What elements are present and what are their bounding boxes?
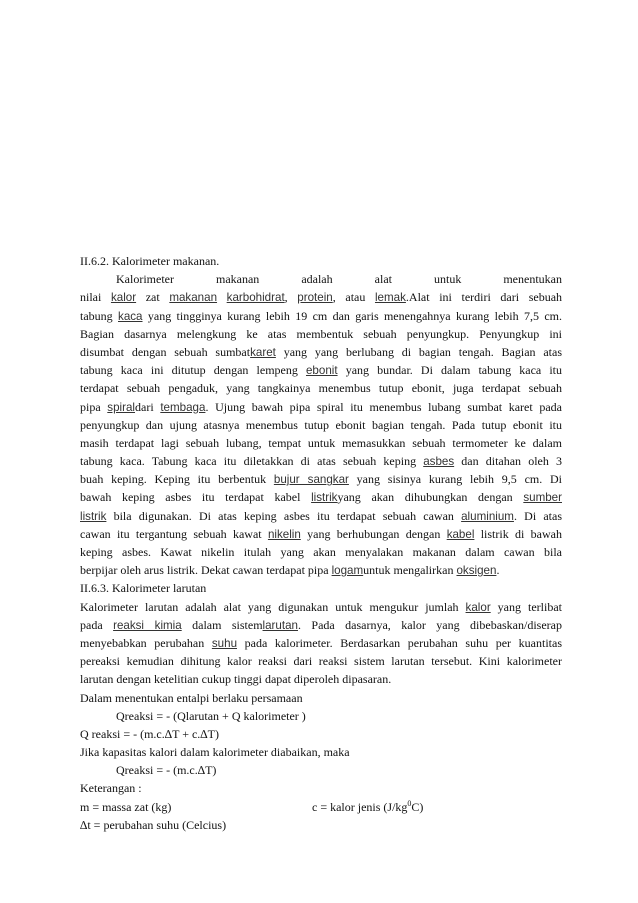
text-line xyxy=(80,398,562,416)
text-run: Kalorimeter larutan adalah alat yang digunakan untuk mengukur jumlah xyxy=(80,599,466,614)
text-run: pipa xyxy=(80,399,108,414)
text-run: tabung xyxy=(80,308,119,323)
wiki-link[interactable]: nikelin xyxy=(267,527,301,541)
solution-calorimeter-paragraph xyxy=(80,598,562,689)
text-run: keping asbes. Kawat nikelin itulah yang akan menyalakan makanan dalam cawan bila xyxy=(80,545,562,559)
text-run: cawan itu tergantung sebuah kawat xyxy=(80,526,268,541)
text-line xyxy=(80,652,562,670)
wiki-link[interactable]: kalor xyxy=(110,291,137,305)
text-run: dan ditahan oleh 3 xyxy=(454,454,562,469)
text-line xyxy=(80,507,562,525)
wiki-link[interactable]: asbes xyxy=(423,455,455,469)
text-run: disumbat dengan sebuah sumbat xyxy=(80,344,251,359)
text-run: pada xyxy=(80,617,114,632)
text-run: tabung kaca ini ditutup dengan lempeng xyxy=(80,363,306,378)
text-run: menyebabkan perubahan xyxy=(80,635,212,650)
text-line xyxy=(80,598,562,616)
wiki-link[interactable]: listrik xyxy=(80,509,107,523)
text-run: bawah keping asbes itu terdapat kabel xyxy=(80,490,312,505)
text-run: yang sisinya kurang lebih 9,5 cm. Di xyxy=(348,472,562,487)
wiki-link[interactable]: tembaga xyxy=(160,400,206,414)
wiki-link[interactable]: makanan xyxy=(169,291,218,305)
text-run: zat xyxy=(136,290,170,305)
text-run xyxy=(217,290,227,304)
equation-q-reaksi-full: Qreaksi = - (Qlarutan + Q kalorimeter ) xyxy=(116,708,306,723)
text-run: . Di atas xyxy=(513,508,562,523)
text-run: . xyxy=(496,563,500,578)
text-line xyxy=(80,488,562,506)
wiki-link[interactable]: lemak xyxy=(374,291,406,305)
wiki-link[interactable]: karet xyxy=(250,345,276,359)
wiki-link[interactable]: protein xyxy=(297,291,333,305)
text-line xyxy=(80,416,562,434)
text-line xyxy=(80,379,562,397)
text-run: pereaksi kemudian dihitung kalor reaksi dari reaksi sistem larutan tersebut. Kini kalorimeter xyxy=(80,654,562,669)
wiki-link[interactable]: logam xyxy=(331,564,364,578)
legend-heading: Keterangan : xyxy=(80,781,142,796)
text-run: , xyxy=(284,290,298,305)
food-calorimeter-paragraph xyxy=(80,270,562,579)
text-line xyxy=(80,270,562,288)
text-line xyxy=(80,325,562,343)
wiki-link[interactable]: listrik xyxy=(311,491,338,505)
text-run: . Pada dasarnya, kalor yang dibebaskan/diserap xyxy=(297,617,562,632)
text-run: yang tingginya kurang lebih 19 cm dan garis menengahnya kurang lebih 7,5 cm. xyxy=(142,308,562,323)
text-line xyxy=(80,634,562,652)
document-page xyxy=(80,252,562,834)
definition-c-unit-end: C) xyxy=(411,799,424,814)
section-heading-food-calorimeter: II.6.2. Kalorimeter makanan. xyxy=(80,254,220,268)
legend-row-m-c xyxy=(80,798,562,816)
text-run: buah keping. Keping itu berbentuk xyxy=(80,472,274,487)
wiki-link[interactable]: aluminium xyxy=(461,509,514,523)
text-line xyxy=(80,670,562,688)
text-run: berpijar oleh arus listrik. Dekat cawan terdapat pipa xyxy=(80,563,332,578)
text-run: pada kalorimeter. Berdasarkan perubahan suhu per kuantitas xyxy=(237,635,562,650)
text-run: yang yang berlubang di bagian tengah. Bagian atas xyxy=(275,344,562,359)
text-run: bila digunakan. Di atas keping asbes itu terdapat sebuah cawan xyxy=(106,508,462,523)
enthalpy-intro: Dalam menentukan entalpi berlaku persamaan xyxy=(80,690,303,705)
text-line xyxy=(80,288,562,306)
wiki-link[interactable]: oksigen xyxy=(456,564,497,578)
text-run: larutan dengan ketelitian cukup tinggi dapat diperoleh dipasaran. xyxy=(80,672,392,687)
wiki-link[interactable]: kabel xyxy=(446,527,475,541)
equation-q-reaksi-expanded: Q reaksi = - (m.c.∆T + c.∆T) xyxy=(80,726,219,741)
text-line xyxy=(80,343,562,361)
definition-c-text: c = kalor jenis (J/kg xyxy=(312,799,408,814)
text-line xyxy=(80,470,562,488)
wiki-link[interactable]: ebonit xyxy=(305,364,338,378)
text-line xyxy=(80,543,562,561)
definition-m: m = massa zat (kg) xyxy=(80,799,172,814)
text-line xyxy=(80,361,562,379)
text-line xyxy=(80,307,562,325)
text-line xyxy=(80,525,562,543)
equation-q-reaksi-simplified: Qreaksi = - (m.c.∆T) xyxy=(116,763,217,778)
text-run: terdapat sebuah pengaduk, yang tangkainya menembus tutup ebonit, juga terdapat sebuah xyxy=(80,381,562,396)
text-run: yang terlibat xyxy=(490,599,562,614)
text-run: . Ujung bawah pipa spiral itu menembus lubang sumbat karet pada xyxy=(205,399,562,414)
text-run: penyungkup dan ujung atasnya menembus tutup ebonit bagian tengah. Pada tutup ebonit itu xyxy=(80,417,562,432)
wiki-link[interactable]: kalor xyxy=(465,600,491,614)
text-run: Kalorimeter makanan adalah alat untuk menentukan xyxy=(116,272,562,287)
text-run: dalam sistem xyxy=(181,617,263,632)
wiki-link[interactable]: bujur sangkar xyxy=(273,473,349,487)
text-line xyxy=(80,434,562,452)
text-run: listrik di bawah xyxy=(474,526,562,541)
wiki-link[interactable]: suhu xyxy=(211,636,238,650)
definition-c xyxy=(312,798,423,816)
neglect-capacity-note: Jika kapasitas kalori dalam kalorimeter diabaikan, maka xyxy=(80,745,350,760)
section-heading-solution-calorimeter: II.6.3. Kalorimeter larutan xyxy=(80,581,207,596)
text-run: Bagian dasarnya melengkung ke atas membentuk sebuah penyungkup. Penyungkup ini xyxy=(80,326,562,341)
wiki-link[interactable]: sumber xyxy=(523,491,562,505)
wiki-link[interactable]: larutan xyxy=(262,618,298,632)
text-run: yang akan dihubungkan dengan xyxy=(337,490,524,505)
text-run: dari xyxy=(135,399,161,414)
text-run: yang berhubungan dengan xyxy=(300,526,447,541)
wiki-link[interactable]: karbohidrat xyxy=(226,291,285,305)
definition-c-superscript: 0 xyxy=(407,798,412,808)
wiki-link[interactable]: kaca xyxy=(118,309,143,323)
text-run: untuk mengalirkan xyxy=(363,563,457,578)
text-line xyxy=(80,452,562,470)
text-run: , atau xyxy=(332,290,375,305)
text-line xyxy=(80,561,562,579)
text-run: masih terdapat lagi sebuah lubang, tempat untuk memasukkan sebuah termometer ke dalam xyxy=(80,435,562,450)
text-run: nilai xyxy=(80,290,111,305)
wiki-link[interactable]: reaksi kimia xyxy=(113,618,182,632)
text-run: .Alat ini terdiri dari sebuah xyxy=(405,290,562,305)
definition-delta-t: ∆t = perubahan suhu (Celcius) xyxy=(80,817,227,832)
text-run: yang bundar. Di dalam tabung kaca itu xyxy=(337,363,562,378)
text-run: tabung kaca. Tabung kaca itu diletakkan di atas sebuah keping xyxy=(80,454,424,469)
text-line xyxy=(80,616,562,634)
wiki-link[interactable]: spiral xyxy=(107,400,136,414)
